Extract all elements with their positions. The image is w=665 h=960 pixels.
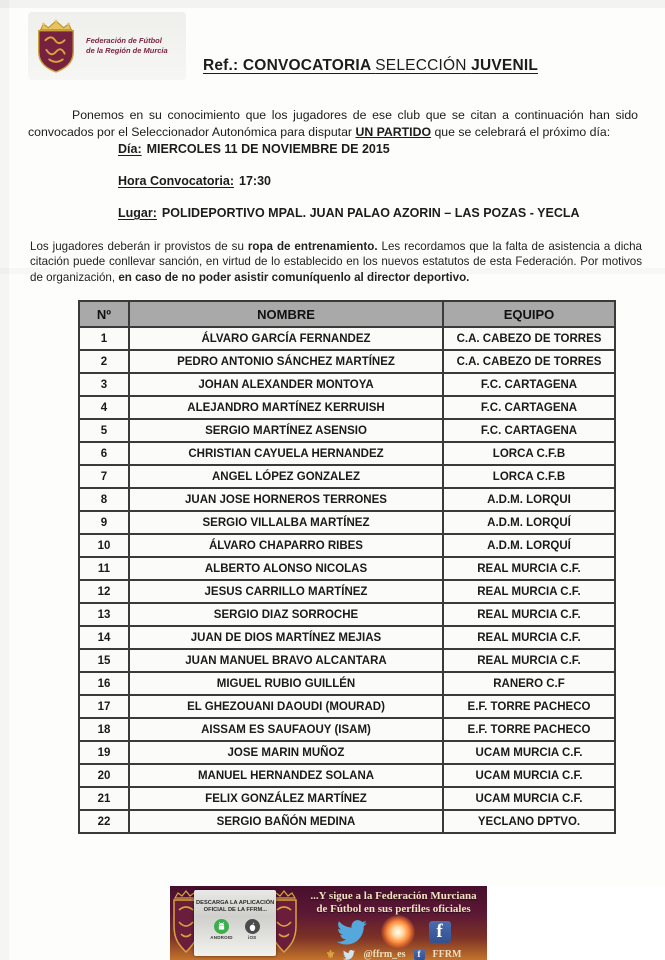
social-tagline-line2: de Fútbol en sus perfiles oficiales <box>316 902 471 915</box>
player-name: CHRISTIAN CAYUELA HERNANDEZ <box>129 442 443 465</box>
player-number: 3 <box>79 373 129 396</box>
crest-mark-icon: ⚜ <box>325 949 336 960</box>
table-row <box>79 557 615 580</box>
social-tagline-line1: ...Y sigue a la Federación Murciana <box>310 890 477 902</box>
detail-place <box>118 206 580 225</box>
table-row <box>79 465 615 488</box>
scan-band <box>0 0 665 8</box>
table-header-row <box>79 301 615 327</box>
player-team: A.D.M. LORQUÍ <box>443 511 615 534</box>
table-row <box>79 718 615 741</box>
player-name: JUAN DE DIOS MARTÍNEZ MEJIAS <box>129 626 443 649</box>
player-number: 15 <box>79 649 129 672</box>
player-team: REAL MURCIA C.F. <box>443 649 615 672</box>
column-header-team: EQUIPO <box>443 301 615 327</box>
player-team: F.C. CARTAGENA <box>443 396 615 419</box>
table-row <box>79 511 615 534</box>
table-row <box>79 810 615 833</box>
column-header-number: Nº <box>79 301 129 327</box>
player-team: REAL MURCIA C.F. <box>443 603 615 626</box>
table-row <box>79 327 615 350</box>
player-number: 16 <box>79 672 129 695</box>
title-juvenil: JUVENIL <box>471 57 539 74</box>
player-number: 22 <box>79 810 129 833</box>
player-number: 20 <box>79 764 129 787</box>
player-name: ALBERTO ALONSO NICOLAS <box>129 557 443 580</box>
table-row <box>79 787 615 810</box>
player-team: F.C. CARTAGENA <box>443 373 615 396</box>
player-number: 2 <box>79 350 129 373</box>
player-team: A.D.M. LORQUI <box>443 488 615 511</box>
table-row <box>79 764 615 787</box>
player-name: AISSAM ES SAUFAOUY (ISAM) <box>129 718 443 741</box>
notice-bold-absence: en caso de no poder asistir comuníquenlo al director deportivo. <box>118 270 470 284</box>
player-number: 12 <box>79 580 129 603</box>
notice-paragraph <box>30 239 642 286</box>
table-row <box>79 396 615 419</box>
table-row <box>79 741 615 764</box>
player-team: LORCA C.F.B <box>443 465 615 488</box>
player-name: MANUEL HERNANDEZ SOLANA <box>129 764 443 787</box>
player-number: 17 <box>79 695 129 718</box>
player-number: 1 <box>79 327 129 350</box>
ios-label: iOS <box>248 935 257 940</box>
table-row <box>79 488 615 511</box>
detail-place-label: Lugar: <box>118 206 157 220</box>
title-ref: Ref.: CONVOCATORIA <box>202 57 376 74</box>
player-team: E.F. TORRE PACHECO <box>443 695 615 718</box>
player-name: MIGUEL RUBIO GUILLÉN <box>129 672 443 695</box>
player-name: ÁLVARO CHAPARRO RIBES <box>129 534 443 557</box>
player-name: SERGIO BAÑÓN MEDINA <box>129 810 443 833</box>
federation-name-line2: de la Región de Murcia <box>86 46 168 55</box>
table-row <box>79 442 615 465</box>
player-number: 21 <box>79 787 129 810</box>
player-number: 6 <box>79 442 129 465</box>
table-row <box>79 580 615 603</box>
scan-band <box>0 0 9 960</box>
social-handles <box>326 948 462 960</box>
app-ribbon-line1: DESCARGA LA APLICACIÓN <box>195 900 275 906</box>
facebook-small-icon: f <box>414 949 425 960</box>
table-row <box>79 350 615 373</box>
table-row <box>79 672 615 695</box>
player-name: ALEJANDRO MARTÍNEZ KERRUISH <box>129 396 443 419</box>
player-number: 7 <box>79 465 129 488</box>
player-number: 18 <box>79 718 129 741</box>
players-table <box>78 300 616 834</box>
apple-icon <box>245 919 260 934</box>
player-name: EL GHEZOUANI DAOUDI (MOURAD) <box>129 695 443 718</box>
player-name: JOHAN ALEXANDER MONTOYA <box>129 373 443 396</box>
detail-day-value: MIERCOLES 11 DE NOVIEMBRE DE 2015 <box>146 142 390 156</box>
federation-name <box>86 36 168 56</box>
android-label: ANDROID <box>210 935 233 940</box>
table-row <box>79 534 615 557</box>
player-name: SERGIO MARTÍNEZ ASENSIO <box>129 419 443 442</box>
app-ribbon-line2: OFICIAL DE LA FFRM... <box>203 907 267 913</box>
federation-name-line1: Federación de Fútbol <box>86 35 162 45</box>
footer-banner <box>170 886 487 960</box>
store-icons <box>210 919 259 940</box>
player-team: F.C. CARTAGENA <box>443 419 615 442</box>
glow-orb-icon <box>381 915 415 949</box>
detail-time <box>118 174 580 193</box>
player-team: REAL MURCIA C.F. <box>443 557 615 580</box>
match-details <box>118 142 580 238</box>
page-title <box>0 57 665 75</box>
player-team: A.D.M. LORQUÍ <box>443 534 615 557</box>
player-team: YECLANO DPTVO. <box>443 810 615 833</box>
player-team: E.F. TORRE PACHECO <box>443 718 615 741</box>
player-number: 10 <box>79 534 129 557</box>
player-team: UCAM MURCIA C.F. <box>443 764 615 787</box>
player-number: 13 <box>79 603 129 626</box>
player-team: REAL MURCIA C.F. <box>443 580 615 603</box>
detail-time-label: Hora Convocatoria: <box>118 174 234 188</box>
detail-day-label: Día: <box>118 142 142 156</box>
player-name: JESUS CARRILLO MARTÍNEZ <box>129 580 443 603</box>
social-icons-row <box>337 917 451 947</box>
twitter-small-icon <box>343 950 355 960</box>
notice-text: Los jugadores deberán ir provistos de su <box>30 239 248 253</box>
player-team: LORCA C.F.B <box>443 442 615 465</box>
player-number: 4 <box>79 396 129 419</box>
table-row <box>79 626 615 649</box>
player-number: 5 <box>79 419 129 442</box>
player-team: C.A. CABEZO DE TORRES <box>443 327 615 350</box>
player-name: ÁLVARO GARCÍA FERNANDEZ <box>129 327 443 350</box>
intro-text: Ponemos en su conocimiento que los jugadores de ese club que se citan a continuación han sido convocados por el Seleccionador Autonómica para disputar <box>28 108 638 140</box>
player-number: 11 <box>79 557 129 580</box>
player-team: C.A. CABEZO DE TORRES <box>443 350 615 373</box>
table-row <box>79 419 615 442</box>
table-row <box>79 373 615 396</box>
app-ribbon <box>194 890 276 956</box>
detail-time-value: 17:30 <box>239 174 271 188</box>
player-name: JUAN JOSE HORNEROS TERRONES <box>129 488 443 511</box>
player-name: ANGEL LÓPEZ GONZALEZ <box>129 465 443 488</box>
player-name: SERGIO DIAZ SORROCHE <box>129 603 443 626</box>
intro-paragraph <box>28 107 638 141</box>
column-header-name: NOMBRE <box>129 301 443 327</box>
page-margin <box>487 886 665 960</box>
intro-text-end: que se celebrará el próximo día: <box>431 125 611 140</box>
social-panel <box>300 886 487 960</box>
android-icon <box>214 919 229 934</box>
player-number: 8 <box>79 488 129 511</box>
facebook-handle: FFRM <box>432 949 462 960</box>
player-name: PEDRO ANTONIO SÁNCHEZ MARTÍNEZ <box>129 350 443 373</box>
player-name: JUAN MANUEL BRAVO ALCANTARA <box>129 649 443 672</box>
player-number: 9 <box>79 511 129 534</box>
notice-text-mid: Les recordamos que la falta de asistencia a dicha citación puede conllevar sanción, en virtud de lo establecido en los nuevos estatutos de esta Federación. Por motivos de organización, <box>30 239 642 284</box>
player-team: UCAM MURCIA C.F. <box>443 741 615 764</box>
table-row <box>79 603 615 626</box>
intro-highlight: UN PARTIDO <box>355 125 432 140</box>
player-number: 19 <box>79 741 129 764</box>
player-team: RANERO C.F <box>443 672 615 695</box>
player-team: UCAM MURCIA C.F. <box>443 787 615 810</box>
table-row <box>79 649 615 672</box>
ios-store <box>245 919 260 940</box>
player-team: REAL MURCIA C.F. <box>443 626 615 649</box>
detail-place-value: POLIDEPORTIVO MPAL. JUAN PALAO AZORIN – LAS POZAS - YECLA <box>161 206 580 220</box>
player-number: 14 <box>79 626 129 649</box>
app-download-panel <box>170 886 300 960</box>
twitter-icon <box>337 920 367 945</box>
title-seleccion: SELECCIÓN <box>375 57 472 74</box>
player-name: FELIX GONZÁLEZ MARTÍNEZ <box>129 787 443 810</box>
detail-day <box>118 142 580 161</box>
facebook-icon: f <box>429 921 451 943</box>
android-store <box>210 919 232 940</box>
player-name: JOSE MARIN MUÑOZ <box>129 741 443 764</box>
players-table-body <box>79 327 615 833</box>
notice-bold-gear: ropa de entrenamiento. <box>247 239 378 253</box>
table-header <box>79 301 615 327</box>
player-name: SERGIO VILLALBA MARTÍNEZ <box>129 511 443 534</box>
table-row <box>79 695 615 718</box>
twitter-handle: @ffrm_es <box>363 949 406 960</box>
